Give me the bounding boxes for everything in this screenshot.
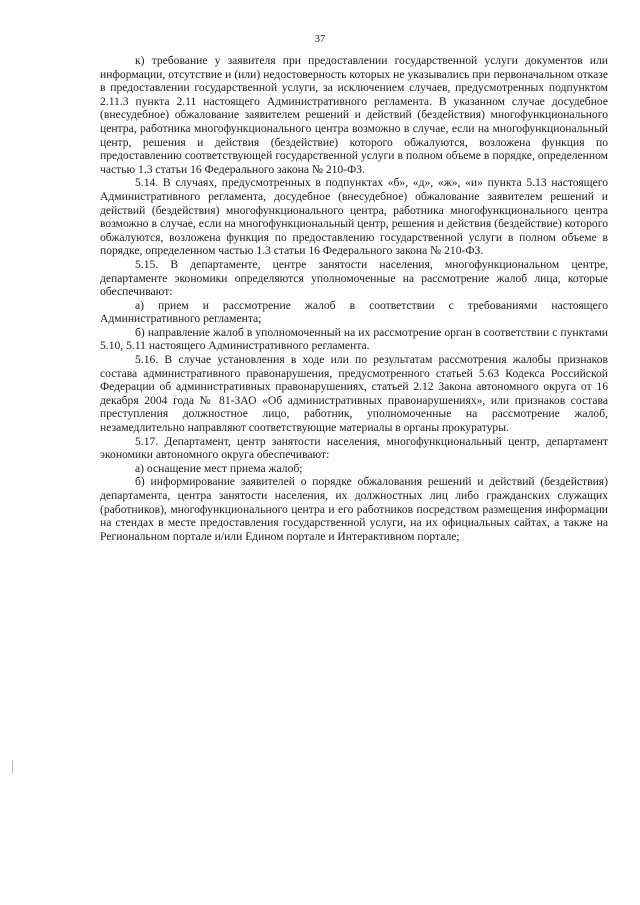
paragraph-5-16: 5.16. В случае установления в ходе или по результатам рассмотрения жалобы признаков состава административного правонарушения, предусмотренного статьей 5.63 Кодекса Российской Федерации об административных правонарушениях, статьей 2.12 Закона автономного округа от 16 декабря 2004 года № 81-ЗАО «Об административных правонарушениях», или признаков состава преступления должностное лицо, работник, уполномоченные на рассмотрение жалоб, незамедлительно направляют соответствующие материалы в органы прокуратуры. xyxy=(100,353,608,435)
paragraph-5-15-b: б) направление жалоб в уполномоченный на их рассмотрение орган в соответствии с пунктами 5.10, 5.11 настоящего Административного регламента. xyxy=(100,325,608,353)
paragraph-k: к) требование у заявителя при предоставлении государственной услуги документов или информации, отсутствие и (или) недостоверность которых не указывались при первоначальном отказе в предоставлении государственной услуги, за исключением случаев, предусмотренных подпунктом 2.11.3 пункта 2.11 настоящего Административного регламента. В указанном случае досудебное (внесудебное) обжалование заявителем решений и действий (бездействия) многофункционального центра, работника многофункционального центра возможно в случае, если на многофункциональный центр, решения и действия (бездействие) которого обжалуются, возложена функция по предоставлению соответствующей государственной услуги в полном объеме в порядке, определенном частью 1.3 статьи 16 Федерального закона № 210-ФЗ. xyxy=(100,54,608,176)
paragraph-5-15-a: а) прием и рассмотрение жалоб в соответствии с требованиями настоящего Административного регламента; xyxy=(100,298,608,326)
paragraph-5-17-a: а) оснащение мест приема жалоб; xyxy=(135,461,303,475)
paragraph-5-17: 5.17. Департамент, центр занятости населения, многофункциональный центр, департамент экономики автономного округа обеспечивают: xyxy=(100,434,608,462)
document-body xyxy=(100,54,608,543)
scan-margin-mark xyxy=(12,760,13,774)
paragraph-5-17-b: б) информирование заявителей о порядке обжалования решений и действий (бездействия) департамента, центра занятости населения, их должностных лиц либо гражданских служащих (работников), многофункционального центра и его работников посредством размещения информации на стендах в месте предоставления государственной услуги, на их официальных сайтах, а также на Региональном портале и/или Едином портале и Интерактивном портале; xyxy=(100,475,608,543)
paragraph-5-14: 5.14. В случаях, предусмотренных в подпунктах «б», «д», «ж», «и» пункта 5.13 настоящего Административного регламента, досудебное (внесудебное) обжалование заявителем решений и действий (бездействия) многофункционального центра, работника многофункционального центра возможно в случае, если на многофункциональный центр, решения и действия (бездействие) которого обжалуются, возложена функция по предоставлению государственной услуги в полном объеме в порядке, определенном частью 1.3 статьи 16 Федерального закона № 210-ФЗ. xyxy=(100,176,608,258)
page-number: 37 xyxy=(314,34,326,45)
paragraph-5-15: 5.15. В департаменте, центре занятости населения, многофункциональном центре, департаменте экономики определяются уполномоченные на рассмотрение жалоб лица, которые обеспечивают: xyxy=(100,257,608,299)
